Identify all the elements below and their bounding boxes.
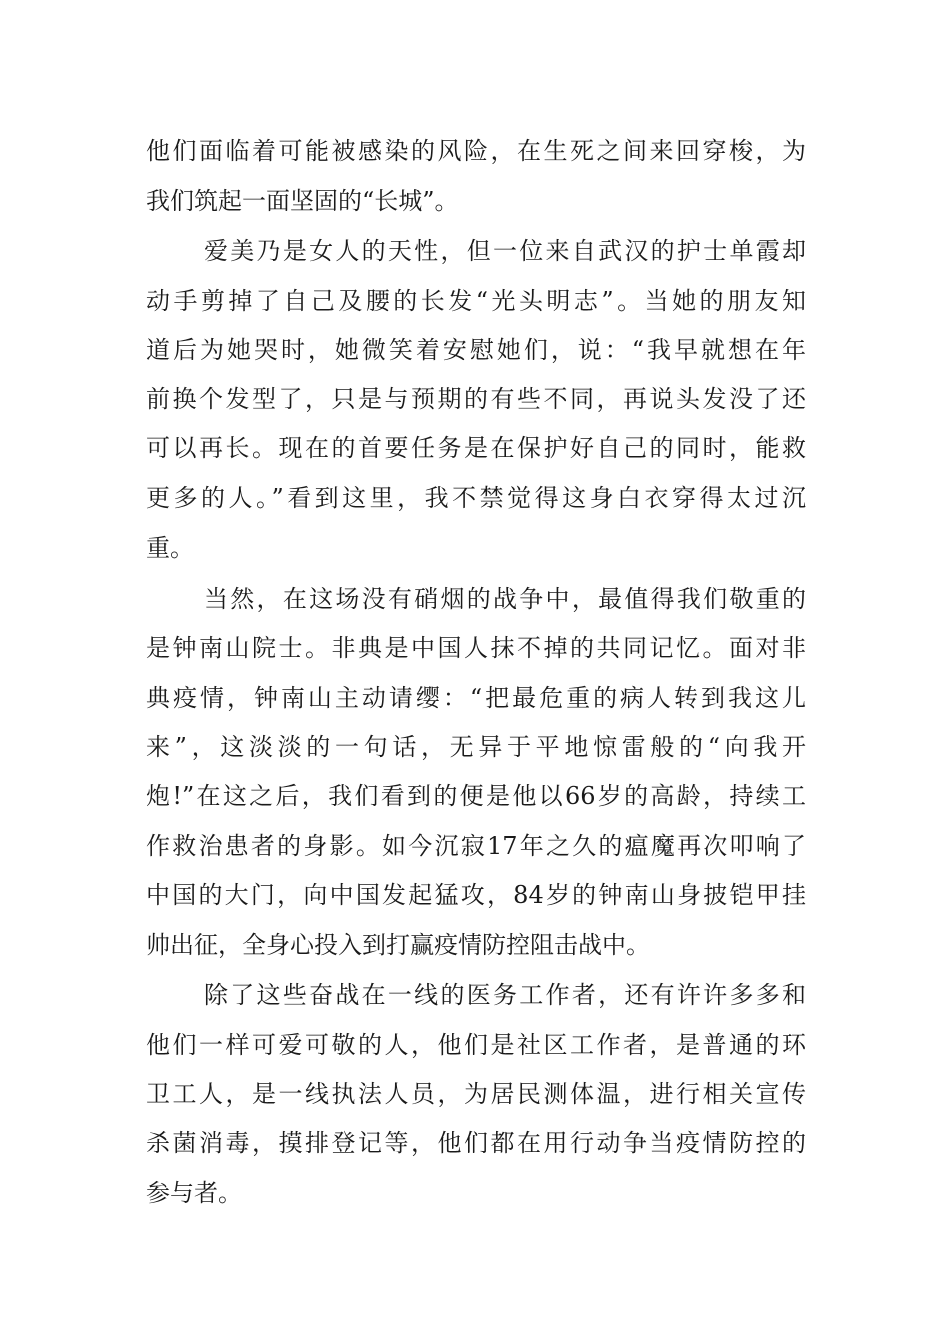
text-line: 他们面临着可能被感染的风险，在生死之间来回穿梭，为 (146, 137, 806, 165)
paragraph-first-line: 除了这些奋战在一线的医务工作者，还有许许多多和 (204, 981, 806, 1009)
text-line: 他们一样可爱可敬的人，他们是社区工作者，是普通的环 (146, 1031, 806, 1059)
text-line: 典疫情，钟南山主动请缨：“把最危重的病人转到我这儿 (146, 684, 806, 712)
text-line: 是钟南山院士。非典是中国人抹不掉的共同记忆。面对非 (146, 634, 806, 662)
text-line: 中国的大门，向中国发起猛攻，84岁的钟南山身披铠甲挂 (146, 881, 806, 909)
text-line: 作救治患者的身影。如今沉寂17年之久的瘟魔再次叩响了 (146, 832, 806, 860)
text-line: 前换个发型了，只是与预期的有些不同，再说头发没了还 (146, 385, 806, 413)
paragraph-first-line: 爱美乃是女人的天性，但一位来自武汉的护士单霞却 (204, 237, 806, 265)
text-line: 可以再长。现在的首要任务是在保护好自己的同时，能救 (146, 434, 806, 462)
text-line: 我们筑起一面坚固的“长城”。 (146, 187, 459, 215)
text-line: 杀菌消毒，摸排登记等，他们都在用行动争当疫情防控的 (146, 1129, 806, 1157)
text-line: 重。 (146, 534, 194, 562)
paragraph-first-line: 当然，在这场没有硝烟的战争中，最值得我们敬重的 (204, 585, 806, 613)
text-line: 卫工人，是一线执法人员，为居民测体温，进行相关宣传 (146, 1080, 806, 1108)
text-line: 帅出征，全身心投入到打赢疫情防控阻击战中。 (146, 931, 650, 959)
text-line: 更多的人。”看到这里，我不禁觉得这身白衣穿得太过沉 (146, 484, 806, 512)
text-line: 来”，这淡淡的一句话，无异于平地惊雷般的“向我开 (146, 733, 806, 761)
text-line: 炮!”在这之后，我们看到的便是他以66岁的高龄，持续工 (146, 782, 806, 810)
text-line: 参与者。 (146, 1179, 242, 1207)
text-line: 动手剪掉了自己及腰的长发“光头明志”。当她的朋友知 (146, 287, 806, 315)
text-line: 道后为她哭时，她微笑着安慰她们，说：“我早就想在年 (146, 336, 806, 364)
